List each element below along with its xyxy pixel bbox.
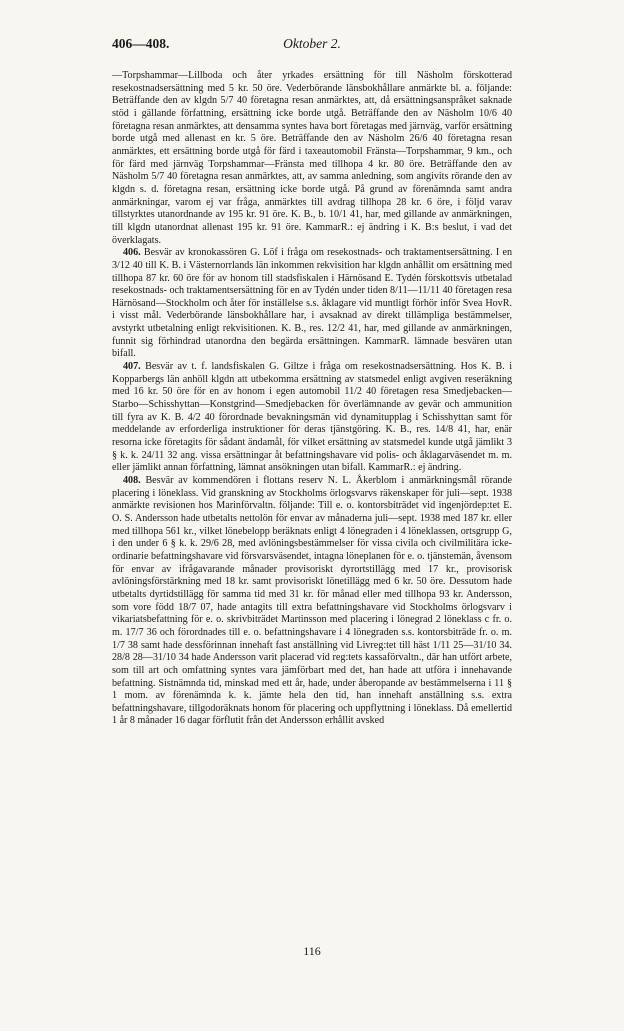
page-header [112, 36, 512, 56]
paragraph-continued: —Torpshammar—Lillboda och åter yrkades ersättning för till Näsholm förskotterad resekostnadsersättning med 5 kr. 50 öre. Vederbörande länsbokhållare anmärkte bl. a. följande: Beträffande den av klgdn 5/7 40 företagna resan anmärktes, att, då ersättningsanspråket saknade stöd i gällande författning, ersättning icke borde utgå. Beträffande den av Näsholm 10/6 40 företagna resan anmärktes, att densamma syntes hava bort företagas med järnväg, varför ersättning borde utgå med allenast en kr. 5 öre. Beträffande den av Näsholm 26/6 40 företagna resan anmärktes, ett ersättning borde utgå för färd i taxeautomobil Fränsta—Torpshammar, 9 km., och för färd med järnväg Torpshammar—Fränsta med tillhopa 4 kr. 80 öre. Beträffande den av Näsholm 5/7 40 företagna resan anmärktes, att, av samma anledning, som angivits rörande den av klgdn s. d. företagna resan, ersättning icke borde utgå. På grund av förenämnda samt andra anmärkningar, varom ej var fråga, anmärktes till avdrag tillhopa 28 kr. 6 öre, i följd varav tillstyrktes utanordnande av 195 kr. 91 öre. K. B., b. 10/1 41, har, med gillande av anmärkningen, till klgdn utanordnat allenast 195 kr. 91 öre. KammarR.: ej ändring i K. B:s beslut, i vad det överklagats. [112, 70, 512, 246]
case-407 [112, 361, 512, 475]
running-head-date: Oktober 2. [283, 36, 341, 51]
case-408 [112, 475, 512, 728]
case-text: Besvär av kronokassören G. Löf i fråga om resekostnads- och traktamentsersättning. I en 3/12 40 till K. B. i Västernorrlands län inkommen rekvisition har klgdn anhållit om ersättning med tillhopa 87 kr. 60 öre för av honom till stadsfiskalen i Härnösand E. Tydén förskottsvis utbetalad resekostnads- och traktamentsersättning för en av Tydén under tiden 8/11—11/11 40 företagen resa Härnösand—Stockholm och åter för inställelse s.s. åklagare vid muntligt förhör inför Svea HovR. i visst mål. Vederbörande länsbokhållare har, i avsaknad av direkt tillämpliga bestämmelser, avstyrkt utbetalning enligt rekvisitionen. K. B., res. 12/2 41, har, med gillande av anmärkningen, funnit sig förhindrad utanordna den begärda ersättningen. KammarR. lämnade besvären utan bifall. [112, 247, 512, 360]
case-text: Besvär av kommendören i flottans reserv N. L. Åkerblom i anmärkningsmål rörande placering i löneklass. Vid granskning av Stockholms örlogsvarvs räkenskaper för juli—sept. 1938 anmärkte revisionen hos Marinförvaltn. följande: Till e. o. kontorsbiträdet vid ingenjördep:tet E. O. S. Andersson hade utbetalts nettolön för envar av månaderna juli—sept. 1938 med 187 kr. eller med tillhopa 561 kr., vilket lönebelopp beräknats enligt 4 lönegraden i 4 löneklassen, ortsgrupp G, i den under 6 § k. k. 29/6 28, med avlöningsbestämmelser för vissa civila och civilmilitära icke-ordinarie befattningshavare vid försvarsväsendet, intagna löneplanen för e. o. tjänstemän, åvensom för envar av ifrågavarande månader provisoriskt dyrortstillägg med 17 kr., provisorisk avlöningsförstärkning med 18 kr. samt provisoriskt lönetillägg med 6 kr. 50 öre. Dessutom hade utbetalts dyrtidstillägg för samma tid med 31 kr. för månad eller med tillhopa 93 kr. Andersson, som vore född 18/7 07, hade antagits till extra befattningshavare vid Stockholms örlogsvarv i vikariatsbefattning för e. o. skrivbiträdet Martinsson med placering i lönegrad 2 löneklass c fr. o. m. 17/7 36 och förordnades till e. o. befattningshavare i 4 lönegraden s.s. kontorsbiträde fr. o. m. 1/7 38 samt hade dessförinnan innehaft fast anställning vid Livreg:tet till häst 1/11 25—31/10 34. 28/8 28—31/10 34 hade Andersson varit placerad vid reg:tets kassaförvaltn., där han utfört arbete, som till art och omfattning syntes vara jämförbart med det, han hade att utföra i innehavande befattning. Sistnämnda tid, minskad med ett år, hade, under åberopande av bestämmelserna i 11 § 1 mom. av förenämnda k. k. jämte hela den tid, han innehaft anställning s.s. extra befattningshavare, tillgodoräknats honom för placering och uppflyttning i löneklass. Då emellertid 1 år 8 månader 16 dagar förflutit från det Andersson erhållit avsked [112, 475, 512, 727]
page-body [112, 70, 512, 728]
case-text: Besvär av t. f. landsfiskalen G. Giltze i fråga om resekostnadsersättning. Hos K. B. i Kopparbergs län anhöll klgdn att utbekomma ersättning av statsmedel enligt avgiven reseräkning med 16 kr. 50 öre för en av honom i egen automobil 11/2 40 företagen resa Smedjebacken—Starbo—Schisshyttan—Konstgrind—Smedjebacken för överlämnande av gevär och ammunition till fyra av K. B. 4/2 40 förordnade bevakningsmän vid dynamitupplag i Schisshyttan samt för meddelande av erforderliga instruktioner för deras tjänstgöring. K. B., res. 14/8 41, har, enär resorna icke företagits för sådant ändamål, för vilket ersättning av statsmedel kunde utgå jämlikt 3 § k. k. 24/11 32 ang. vissa ersättningar åt befattningshavare vid polis- och åklagarväsendet m. m. eller jämlikt annan författning, lämnat ansökningen utan bifall. KammarR.: ej ändring. [112, 361, 512, 474]
case-number: 408. [123, 475, 141, 486]
case-406 [112, 247, 512, 361]
case-number: 406. [123, 247, 141, 259]
section-range: 406—408. [112, 36, 170, 51]
page-number: 116 [303, 944, 321, 958]
case-number: 407. [123, 361, 141, 373]
